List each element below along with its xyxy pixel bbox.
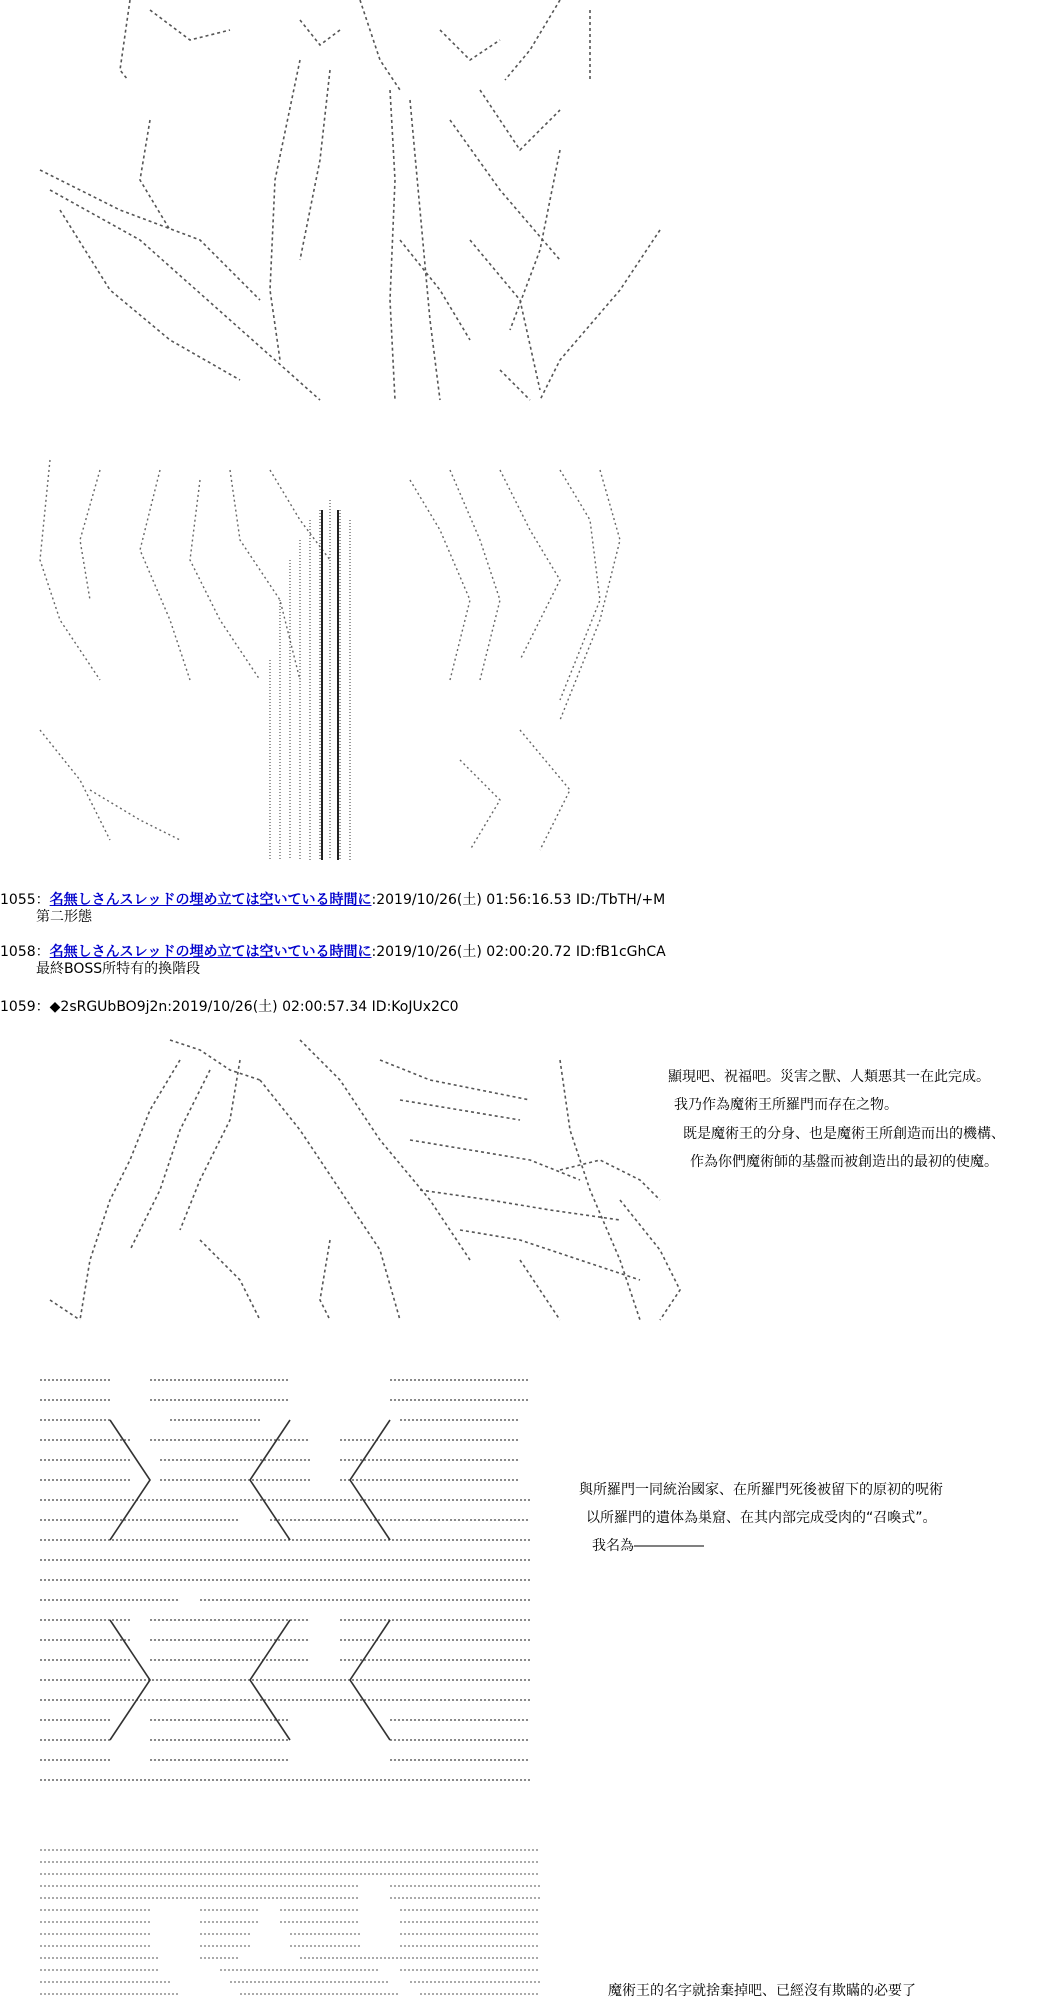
post-separator: ： — [35, 892, 50, 908]
post-body: 第二形態 — [36, 909, 92, 925]
narration-line: 作為你們魔術師的基盤而被創造出的最初的使魔。 — [690, 1154, 998, 1170]
poster-trip: ◆2sRGUbBO9j2n — [49, 999, 168, 1015]
narration-line: 魔術王的名字就捨棄掉吧、已經沒有欺瞞的必要了 — [608, 1983, 916, 1999]
post-1058 — [0, 944, 666, 978]
poster-name-link[interactable]: 名無しさんスレッドの埋め立ては空いている時間に — [49, 944, 372, 960]
narration-line: 顯現吧、祝福吧。災害之獸、人類悪其一在此完成。 — [668, 1069, 990, 1085]
narration-block-2 — [579, 1482, 943, 1555]
ascii-art-lower-block — [40, 1850, 540, 1994]
post-meta: :2019/10/26(土) 02:00:57.34 ID:KoJUx2C0 — [167, 999, 459, 1015]
narration-line: 我乃作為魔術王所羅門而存在之物。 — [674, 1097, 898, 1113]
post-number[interactable]: 1055 — [0, 892, 36, 908]
post-header — [0, 944, 666, 961]
post-meta: :2019/10/26(土) 02:00:20.72 ID:fB1cGhCA — [371, 944, 666, 960]
ascii-art-beast — [50, 1040, 680, 1320]
post-header — [0, 999, 459, 1016]
narration-block-3 — [608, 1983, 916, 2000]
post-header — [0, 892, 665, 909]
narration-block-1 — [668, 1069, 1005, 1171]
narration-line: 與所羅門一同統治國家、在所羅門死後被留下的原初的呪術 — [579, 1482, 943, 1498]
post-number[interactable]: 1059 — [0, 999, 36, 1015]
poster-name-link[interactable]: 名無しさんスレッドの埋め立ては空いている時間に — [49, 892, 372, 908]
ascii-art-dense-block — [40, 1380, 530, 1780]
narration-line: 以所羅門的遺体為巣窟、在其内部完成受肉的“召喚式”。 — [586, 1510, 937, 1526]
post-number[interactable]: 1058 — [0, 944, 36, 960]
post-separator: ： — [35, 999, 50, 1015]
ascii-art-figure-top — [40, 0, 660, 400]
post-1059 — [0, 999, 459, 1016]
post-1055 — [0, 892, 665, 926]
narration-line: 既是魔術王的分身、也是魔術王所創造而出的機構、 — [683, 1126, 1005, 1142]
post-body: 最終BOSS所特有的換階段 — [36, 961, 201, 977]
narration-line: 我名為――――― — [592, 1538, 704, 1554]
post-separator: ： — [35, 944, 50, 960]
post-meta: :2019/10/26(土) 01:56:16.53 ID:/TbTH/+M — [371, 892, 666, 908]
